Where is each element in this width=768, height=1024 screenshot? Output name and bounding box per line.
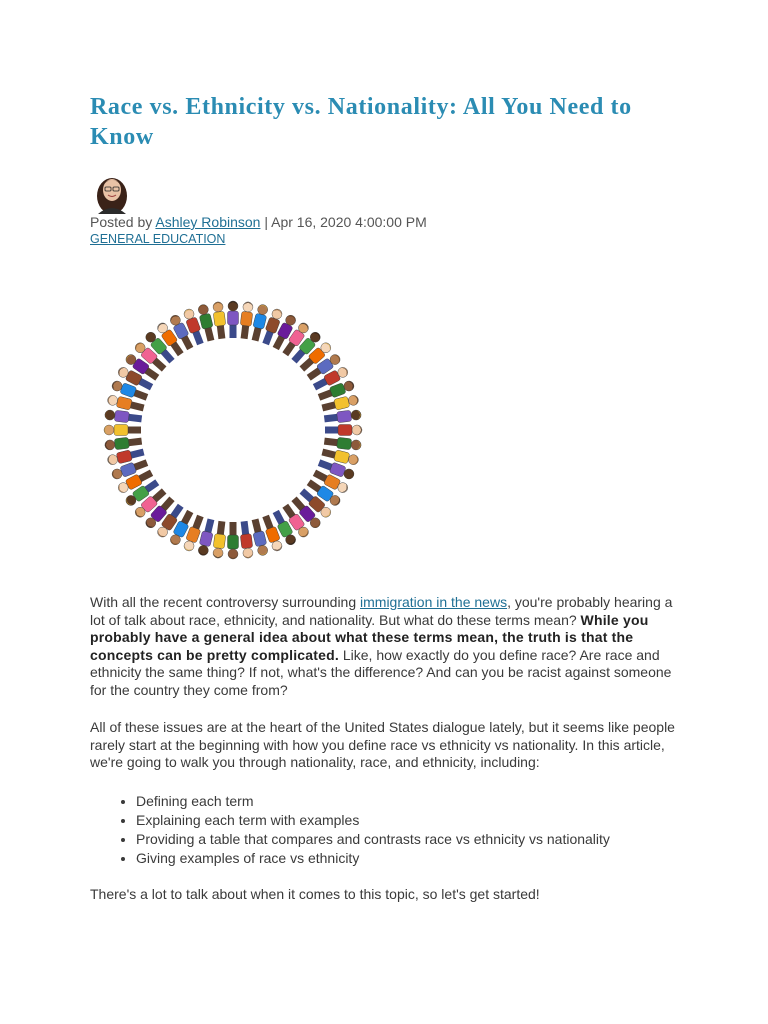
list-item: • Giving examples of race vs ethnicity bbox=[136, 849, 736, 868]
person-figure bbox=[239, 301, 254, 339]
intro-text-end: Like, how exactly do you define race? Are race and ethnicity the same thing? If not, what's the difference? And can you be racist against someone for the country they come from? bbox=[90, 646, 672, 698]
byline bbox=[90, 213, 427, 231]
list-item: • Defining each term bbox=[136, 792, 736, 811]
post-date: Apr 16, 2020 4:00:00 PM bbox=[271, 214, 427, 230]
person-figure bbox=[228, 522, 239, 559]
intro-text-start: With all the recent controversy surrounding bbox=[90, 594, 361, 610]
person-figure bbox=[325, 425, 362, 436]
person-figure bbox=[324, 436, 362, 451]
overview-paragraph: All of these issues are at the heart of the United States dialogue lately, but it seems like people rarely start at the beginning with how you define race vs ethnicity vs nationality. In this article, we're going to walk you through nationality, race, and ethnicity, including: bbox=[90, 719, 675, 771]
intro-bold-text: While you probably have a general idea about what these terms mean, the truth is that the concepts can be pretty complicated. bbox=[90, 611, 649, 663]
person-figure bbox=[104, 436, 142, 451]
person-figure bbox=[228, 301, 239, 338]
person-figure bbox=[104, 425, 141, 436]
author-link[interactable]: Ashley Robinson bbox=[155, 214, 261, 230]
person-figure bbox=[212, 521, 227, 559]
closing-paragraph: There's a lot to talk about when it comes to this topic, so let's get started! bbox=[90, 886, 540, 902]
person-figure bbox=[239, 521, 254, 559]
byline-separator: | bbox=[264, 214, 268, 230]
author-avatar[interactable] bbox=[92, 170, 132, 214]
person-figure bbox=[324, 409, 362, 424]
byline-prefix: Posted by bbox=[90, 214, 153, 230]
intro-text-middle: , you're probably hearing a lot of talk about race, ethnicity, and nationality. But what do these terms mean? bbox=[90, 594, 673, 628]
category-tag bbox=[90, 231, 225, 247]
list-item: • Providing a table that compares and contrasts race vs ethnicity vs nationality bbox=[136, 830, 736, 849]
topics-list bbox=[90, 792, 736, 868]
immigration-news-link[interactable]: immigration in the news bbox=[360, 594, 508, 610]
article-title: Race vs. Ethnicity vs. Nationality: All You Need to Know bbox=[90, 94, 632, 150]
intro-paragraph bbox=[90, 594, 690, 700]
list-item: • Explaining each term with examples bbox=[136, 811, 736, 830]
person-figure bbox=[104, 409, 142, 424]
person-figure bbox=[212, 301, 227, 339]
category-link[interactable]: GENERAL EDUCATION bbox=[90, 232, 226, 246]
people-circle-illustration bbox=[90, 282, 376, 578]
